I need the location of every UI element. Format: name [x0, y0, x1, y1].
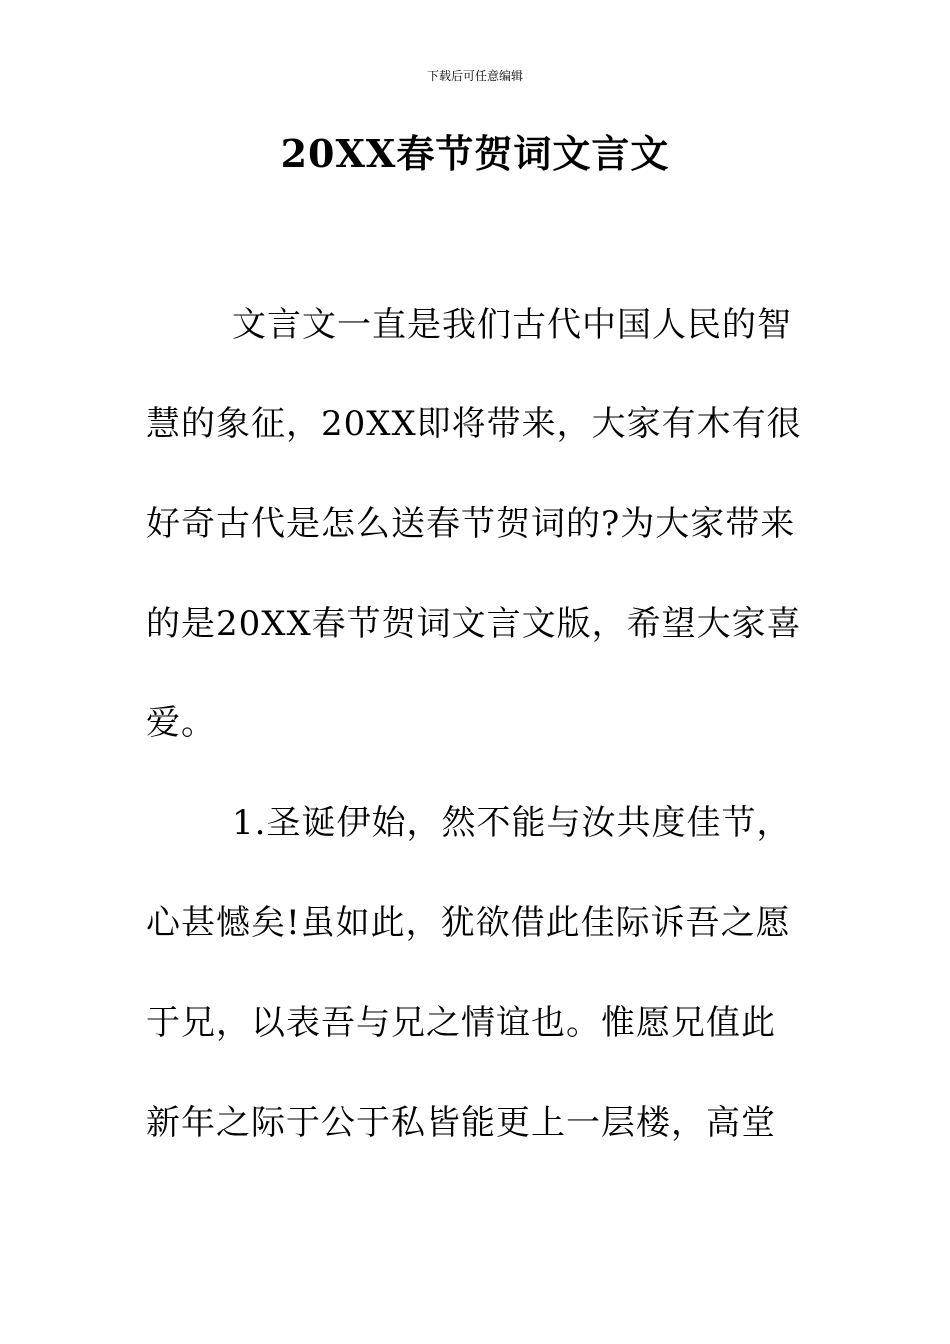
paragraph-line: 好奇古代是怎么送春节贺词的?为大家带来: [146, 504, 796, 544]
paragraph-line: 新年之际于公于私皆能更上一层楼，高堂: [146, 1103, 776, 1143]
paragraph-line: 慧的象征，20XX即将带来，大家有木有很: [146, 404, 802, 444]
paragraph-line: 于兄，以表吾与兄之情谊也。惟愿兄值此: [146, 1003, 776, 1043]
header-note: 下载后可任意编辑: [426, 69, 523, 83]
paragraph-line: 1.圣诞伊始，然不能与汝共度佳节，: [232, 803, 792, 843]
paragraph-line: 的是20XX春节贺词文言文版，希望大家喜: [146, 604, 802, 644]
paragraph-line: 爱。: [146, 703, 216, 743]
document-title: 20XX春节贺词文言文: [280, 131, 670, 176]
paragraph-line: 文言文一直是我们古代中国人民的智: [232, 305, 792, 345]
paragraph-line: 心甚憾矣!虽如此，犹欲借此佳际诉吾之愿: [146, 903, 791, 943]
